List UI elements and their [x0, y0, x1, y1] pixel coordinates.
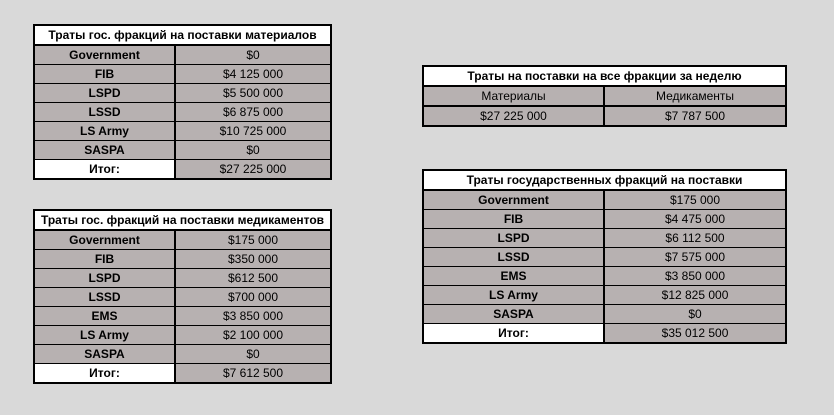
- table-row: [423, 286, 786, 305]
- table-row: [34, 345, 331, 364]
- faction-name: LS Army: [423, 286, 604, 305]
- faction-amount: $175 000: [175, 230, 331, 250]
- faction-name: Government: [34, 230, 175, 250]
- faction-name: LSPD: [423, 229, 604, 248]
- total-label: Итог:: [34, 160, 175, 180]
- faction-name: Government: [34, 45, 175, 65]
- faction-amount: $0: [175, 141, 331, 160]
- faction-amount: $6 875 000: [175, 103, 331, 122]
- faction-amount: $3 850 000: [604, 267, 786, 286]
- faction-amount: $7 575 000: [604, 248, 786, 267]
- medicines-spending-table: [33, 209, 332, 384]
- faction-amount: $350 000: [175, 250, 331, 269]
- table-header-row: [423, 86, 786, 106]
- table-row: [34, 65, 331, 84]
- faction-amount: $6 112 500: [604, 229, 786, 248]
- total-amount: $35 012 500: [604, 324, 786, 344]
- faction-name: FIB: [34, 65, 175, 84]
- weekly-table-title: Траты на поставки на все фракции за неделю: [423, 66, 786, 86]
- materials-weekly-amount: $27 225 000: [423, 106, 604, 126]
- faction-amount: $0: [175, 345, 331, 364]
- total-label: Итог:: [34, 364, 175, 384]
- total-row: [34, 364, 331, 384]
- total-row: [423, 324, 786, 344]
- faction-amount: $12 825 000: [604, 286, 786, 305]
- materials-table-title: Траты гос. фракций на поставки материалов: [34, 25, 331, 45]
- table-row: [423, 229, 786, 248]
- total-amount: $7 612 500: [175, 364, 331, 384]
- faction-name: SASPA: [423, 305, 604, 324]
- faction-name: EMS: [423, 267, 604, 286]
- total-label: Итог:: [423, 324, 604, 344]
- faction-name: LSPD: [34, 269, 175, 288]
- table-row: [34, 45, 331, 65]
- table-row: [34, 307, 331, 326]
- faction-amount: $700 000: [175, 288, 331, 307]
- weekly-spending-table: [422, 65, 787, 127]
- materials-spending-table: [33, 24, 332, 180]
- faction-amount: $4 475 000: [604, 210, 786, 229]
- table-row: [423, 267, 786, 286]
- faction-name: LSPD: [34, 84, 175, 103]
- faction-name: LSSD: [423, 248, 604, 267]
- table-row: [423, 106, 786, 126]
- faction-amount: $2 100 000: [175, 326, 331, 345]
- faction-name: LSSD: [34, 103, 175, 122]
- state-factions-spending-table: [422, 169, 787, 344]
- faction-name: FIB: [423, 210, 604, 229]
- table-row: [423, 248, 786, 267]
- medicines-table-title: Траты гос. фракций на поставки медикаментов: [34, 210, 331, 230]
- table-row: [34, 269, 331, 288]
- faction-name: LSSD: [34, 288, 175, 307]
- medicines-weekly-amount: $7 787 500: [604, 106, 786, 126]
- table-row: [34, 84, 331, 103]
- table-row: [423, 210, 786, 229]
- table-row: [34, 122, 331, 141]
- table-row: [423, 305, 786, 324]
- faction-name: SASPA: [34, 141, 175, 160]
- faction-amount: $5 500 000: [175, 84, 331, 103]
- faction-amount: $0: [604, 305, 786, 324]
- table-row: [34, 326, 331, 345]
- column-header-medicines: Медикаменты: [604, 86, 786, 106]
- table-row: [34, 141, 331, 160]
- faction-amount: $0: [175, 45, 331, 65]
- faction-amount: $10 725 000: [175, 122, 331, 141]
- faction-name: LS Army: [34, 326, 175, 345]
- table-row: [423, 190, 786, 210]
- state-table-title: Траты государственных фракций на поставки: [423, 170, 786, 190]
- table-row: [34, 103, 331, 122]
- faction-name: EMS: [34, 307, 175, 326]
- faction-amount: $612 500: [175, 269, 331, 288]
- faction-name: Government: [423, 190, 604, 210]
- faction-name: SASPA: [34, 345, 175, 364]
- table-row: [34, 250, 331, 269]
- faction-name: LS Army: [34, 122, 175, 141]
- faction-amount: $3 850 000: [175, 307, 331, 326]
- column-header-materials: Материалы: [423, 86, 604, 106]
- total-amount: $27 225 000: [175, 160, 331, 180]
- faction-amount: $4 125 000: [175, 65, 331, 84]
- table-row: [34, 288, 331, 307]
- faction-name: FIB: [34, 250, 175, 269]
- total-row: [34, 160, 331, 180]
- table-row: [34, 230, 331, 250]
- faction-amount: $175 000: [604, 190, 786, 210]
